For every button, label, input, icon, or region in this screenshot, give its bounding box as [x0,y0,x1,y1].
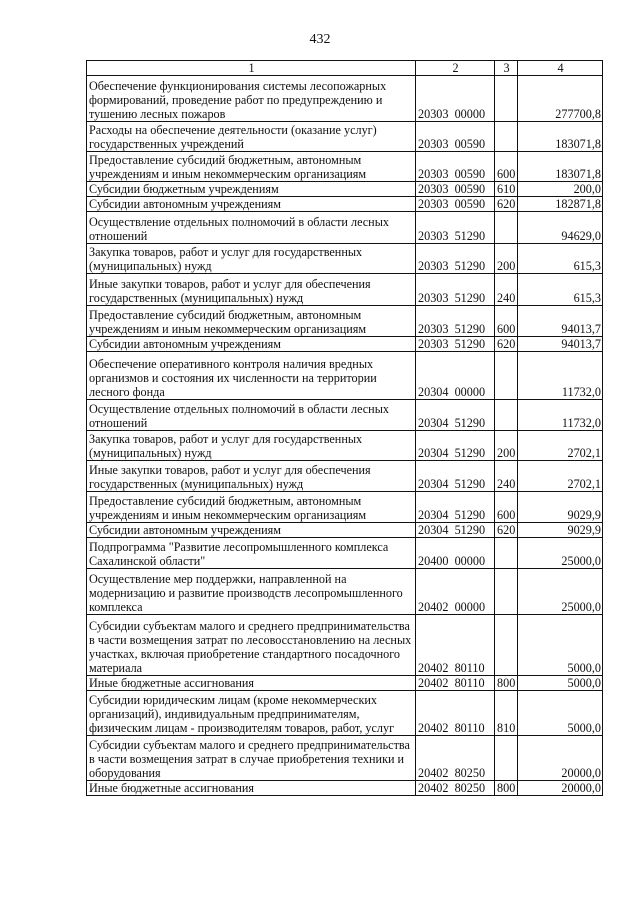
row-code: 20303 00590 [416,152,495,182]
row-amount: 615,3 [518,244,603,274]
table-header-row [87,61,603,76]
row-name: Закупка товаров, работ и услуг для государственных (муниципальных) нужд [87,431,416,461]
row-amount: 25000,0 [518,569,603,615]
row-amount: 11732,0 [518,400,603,431]
row-code: 20304 51290 [416,431,495,461]
row-code: 20303 00590 [416,182,495,197]
row-type [495,615,518,676]
table-row [87,400,603,431]
row-type: 620 [495,337,518,352]
row-type [495,352,518,400]
row-code: 20304 51290 [416,400,495,431]
row-name: Иные закупки товаров, работ и услуг для обеспечения государственных (муниципальных) нужд [87,461,416,492]
row-amount: 183071,8 [518,122,603,152]
header-col-3: 3 [495,61,518,76]
table-row [87,352,603,400]
row-type: 620 [495,523,518,538]
row-amount: 277700,8 [518,76,603,122]
table-row [87,212,603,244]
row-amount: 5000,0 [518,615,603,676]
row-code: 20304 51290 [416,492,495,523]
row-type [495,569,518,615]
row-code: 20304 51290 [416,523,495,538]
row-amount: 9029,9 [518,492,603,523]
table-row [87,615,603,676]
row-amount: 5000,0 [518,691,603,736]
budget-table [86,60,603,796]
row-type: 600 [495,306,518,337]
row-amount: 94013,7 [518,337,603,352]
table-row [87,306,603,337]
row-name: Предоставление субсидий бюджетным, автономным учреждениям и иным некоммерческим организациям [87,492,416,523]
table-row [87,569,603,615]
row-name: Закупка товаров, работ и услуг для государственных (муниципальных) нужд [87,244,416,274]
header-col-4: 4 [518,61,603,76]
row-name: Обеспечение функционирования системы лесопожарных формирований, проведение работ по предупреждению и тушению лесных пожаров [87,76,416,122]
table-row [87,337,603,352]
table-row [87,76,603,122]
table-row [87,736,603,781]
row-name: Субсидии юридическим лицам (кроме некоммерческих организаций), индивидуальным предпринимателям, физическим лицам - производителям товаров, работ, услуг [87,691,416,736]
row-code: 20303 51290 [416,274,495,306]
row-type: 240 [495,461,518,492]
row-amount: 94013,7 [518,306,603,337]
row-code: 20402 80250 [416,736,495,781]
row-amount: 94629,0 [518,212,603,244]
row-name: Иные закупки товаров, работ и услуг для обеспечения государственных (муниципальных) нужд [87,274,416,306]
row-name: Субсидии автономным учреждениям [87,197,416,212]
table-row [87,523,603,538]
row-code: 20303 51290 [416,337,495,352]
row-type [495,212,518,244]
row-type: 200 [495,431,518,461]
row-type [495,736,518,781]
row-name: Субсидии бюджетным учреждениям [87,182,416,197]
row-name: Субсидии автономным учреждениям [87,337,416,352]
row-amount: 5000,0 [518,676,603,691]
row-type: 800 [495,676,518,691]
row-code: 20402 80110 [416,691,495,736]
row-code: 20303 51290 [416,212,495,244]
table-row [87,492,603,523]
row-name: Осуществление отдельных полномочий в области лесных отношений [87,400,416,431]
row-type: 600 [495,492,518,523]
row-type: 810 [495,691,518,736]
row-name: Иные бюджетные ассигнования [87,781,416,796]
header-col-1: 1 [87,61,416,76]
table-row [87,197,603,212]
table-row [87,182,603,197]
row-amount: 25000,0 [518,538,603,569]
row-code: 20303 00590 [416,197,495,212]
row-type: 610 [495,182,518,197]
table-row [87,538,603,569]
row-code: 20402 80250 [416,781,495,796]
row-type [495,76,518,122]
row-type: 800 [495,781,518,796]
row-code: 20304 00000 [416,352,495,400]
row-type: 600 [495,152,518,182]
table-row [87,461,603,492]
page-number: 432 [309,32,331,47]
row-name: Субсидии автономным учреждениям [87,523,416,538]
row-code: 20303 51290 [416,244,495,274]
row-type [495,122,518,152]
table-row [87,676,603,691]
row-code: 20304 51290 [416,461,495,492]
row-code: 20303 00000 [416,76,495,122]
row-type: 240 [495,274,518,306]
row-name: Предоставление субсидий бюджетным, автономным учреждениям и иным некоммерческим организациям [87,152,416,182]
row-name: Предоставление субсидий бюджетным, автономным учреждениям и иным некоммерческим организациям [87,306,416,337]
row-amount: 20000,0 [518,781,603,796]
row-type [495,538,518,569]
row-name: Субсидии субъектам малого и среднего предпринимательства в части возмещения затрат в случае приобретения техники и оборудования [87,736,416,781]
row-amount: 182871,8 [518,197,603,212]
row-name: Иные бюджетные ассигнования [87,676,416,691]
row-amount: 183071,8 [518,152,603,182]
row-name: Осуществление мер поддержки, направленной на модернизацию и развитие производств лесопромышленного комплекса [87,569,416,615]
row-name: Подпрограмма "Развитие лесопромышленного комплекса Сахалинской области" [87,538,416,569]
header-col-2: 2 [416,61,495,76]
table-row [87,431,603,461]
table-row [87,274,603,306]
row-name: Расходы на обеспечение деятельности (оказание услуг) государственных учреждений [87,122,416,152]
row-code: 20303 51290 [416,306,495,337]
budget-table-body [87,61,603,796]
row-amount: 9029,9 [518,523,603,538]
row-amount: 11732,0 [518,352,603,400]
table-row [87,244,603,274]
row-amount: 20000,0 [518,736,603,781]
table-row [87,781,603,796]
row-code: 20400 00000 [416,538,495,569]
table-row [87,152,603,182]
row-code: 20402 80110 [416,615,495,676]
table-row [87,122,603,152]
row-code: 20402 80110 [416,676,495,691]
row-amount: 2702,1 [518,461,603,492]
table-row [87,691,603,736]
row-name: Осуществление отдельных полномочий в области лесных отношений [87,212,416,244]
row-type: 620 [495,197,518,212]
row-code: 20303 00590 [416,122,495,152]
row-type [495,400,518,431]
row-code: 20402 00000 [416,569,495,615]
row-amount: 615,3 [518,274,603,306]
row-name: Субсидии субъектам малого и среднего предпринимательства в части возмещения затрат по лесовосстановлению на лесных участках, включая приобретение стандартного посадочного материала [87,615,416,676]
row-amount: 2702,1 [518,431,603,461]
row-amount: 200,0 [518,182,603,197]
row-type: 200 [495,244,518,274]
row-name: Обеспечение оперативного контроля наличия вредных организмов и состояния их численности на территории лесного фонда [87,352,416,400]
